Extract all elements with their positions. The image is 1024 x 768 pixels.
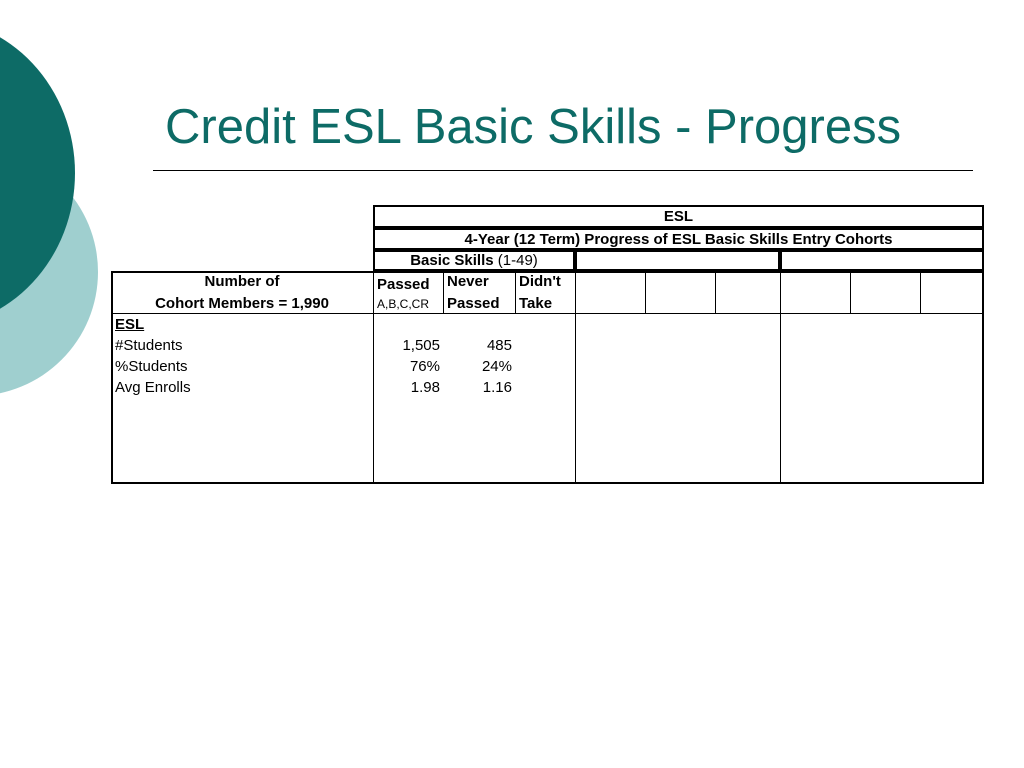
divider-blank-b2: [920, 271, 921, 313]
header-blank-cell-1: [575, 250, 780, 271]
divider-group-2: [780, 271, 781, 484]
cohort-label-line2: Cohort Members = 1,990: [155, 295, 329, 312]
col-never-line1: Never: [447, 273, 489, 290]
row-students-passed: 1,505: [402, 337, 440, 354]
cohort-label-line1: Number of: [204, 273, 280, 290]
col-passed-grades: A,B,C,CR: [377, 297, 430, 311]
section-label-esl: ESL: [115, 316, 145, 333]
row-label-students: #Students: [115, 337, 183, 354]
column-header-rule: [111, 313, 984, 314]
header-progress: 4-Year (12 Term) Progress of ESL Basic Skills Entry Cohorts: [464, 231, 893, 248]
divider-blank-b1: [850, 271, 851, 313]
divider-group-1: [575, 271, 576, 484]
row-students-never: 485: [486, 337, 512, 354]
header-basic-skills-label: Basic Skills: [410, 252, 494, 269]
divider-label-col: [373, 271, 374, 484]
col-didnt-line2: Take: [519, 295, 553, 312]
header-basic-skills-range: (1-49): [497, 252, 538, 269]
divider-blank-a1: [645, 271, 646, 313]
col-passed: Passed: [377, 276, 430, 293]
row-avg-never: 1.16: [482, 379, 512, 396]
header-blank-cell-2: [780, 250, 984, 271]
slide-title: Credit ESL Basic Skills - Progress: [165, 100, 902, 154]
col-never-line2: Passed: [447, 295, 500, 312]
row-label-pct-students: %Students: [115, 358, 188, 375]
divider-never: [515, 271, 516, 313]
row-avg-passed: 1.98: [410, 379, 440, 396]
row-label-avg-enrolls: Avg Enrolls: [115, 379, 191, 396]
header-esl: ESL: [663, 208, 694, 225]
divider-blank-a2: [715, 271, 716, 313]
col-didnt-line1: Didn't: [519, 273, 561, 290]
row-pct-never: 24%: [481, 358, 512, 375]
header-basic-skills: [373, 252, 575, 269]
row-pct-passed: 76%: [409, 358, 440, 375]
divider-passed: [443, 271, 444, 313]
